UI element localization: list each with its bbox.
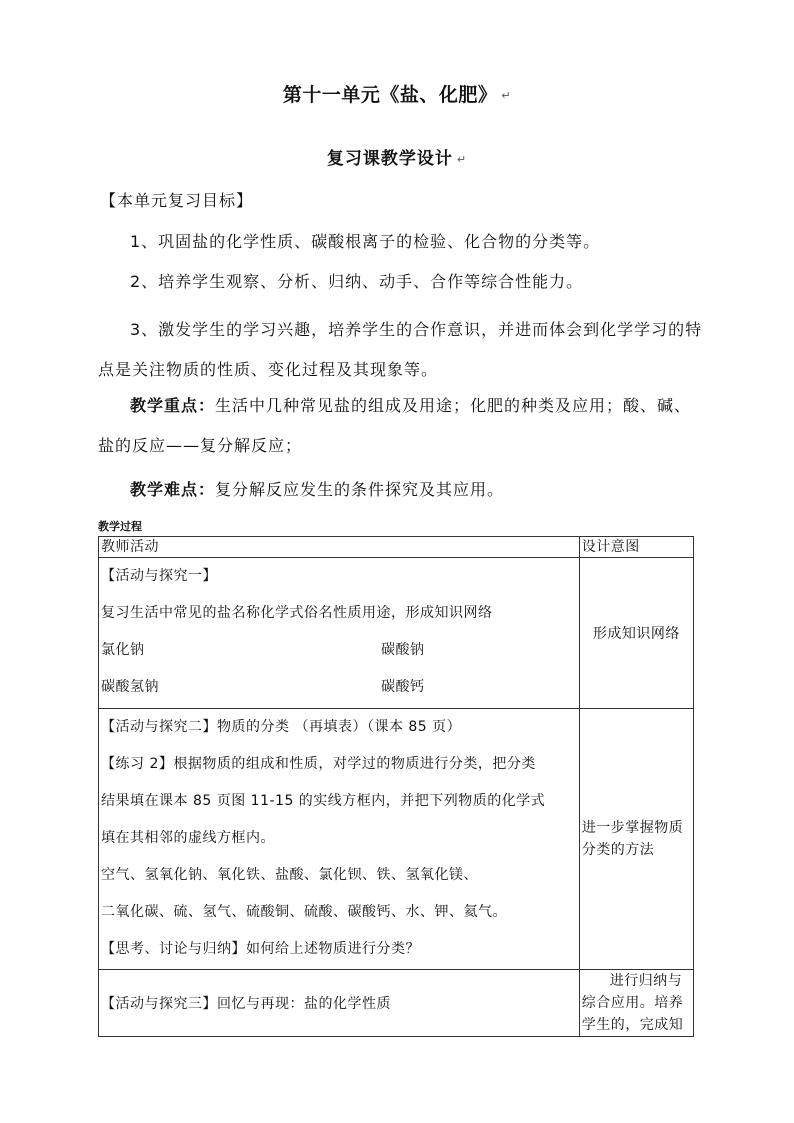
document-subtitle <box>0 144 794 169</box>
salt-name: 碳酸钠 <box>381 642 425 658</box>
table-header-row <box>99 537 694 558</box>
header-teacher-activity: 教师活动 <box>99 537 580 558</box>
key-points-label: 教学重点： <box>130 396 216 415</box>
activity-line: 【思考、讨论与归纳】如何给上述物质进行分类？ <box>101 941 420 957</box>
intent-cell: 进一步掌握物质分类的方法 <box>579 709 693 970</box>
objectives-heading: 【本单元复习目标】 <box>100 191 254 210</box>
activity-line: 【练习 2】根据物质的组成和性质，对学过的物质进行分类，把分类 <box>101 756 536 772</box>
paragraph-mark-icon: ↵ <box>456 152 468 166</box>
key-points-text: 生活中几种常见盐的组成及用途；化肥的种类及应用；酸、碱、盐的反应——复分解反应； <box>98 396 692 455</box>
table-row <box>99 970 694 1037</box>
difficult-points <box>98 470 708 510</box>
activity-line: 空气、氢氧化钠、氧化铁、盐酸、氯化钡、铁、氢氧化镁、 <box>101 867 478 883</box>
intent-cell: 进行归纳与综合应用。培养学生的，完成知 <box>579 970 693 1037</box>
paragraph-mark-icon: ↵ <box>501 89 512 102</box>
activity-cell <box>99 558 580 709</box>
objective-3: 3、激发学生的学习兴趣，培养学生的合作意识，并进而体会到化学学习的特点是关注物质的性质、变化过程及其现象等。 <box>98 320 703 379</box>
activity-line: 【活动与探究三】回忆与再现：盐的化学性质 <box>101 996 391 1012</box>
activity-cell <box>99 970 580 1037</box>
difficult-points-text: 复分解反应发生的条件探究及其应用。 <box>215 480 505 499</box>
document-title <box>0 80 794 107</box>
salt-name: 碳酸氢钠 <box>101 679 159 695</box>
salt-name: 碳酸钙 <box>381 679 425 695</box>
table-row <box>99 709 694 970</box>
activity-line: 二氧化碳、硫、氢气、硫酸铜、硫酸、碳酸钙、水、钾、氦气。 <box>101 904 507 920</box>
activity-title: 【活动与探究一】 <box>101 568 217 584</box>
activity-desc: 复习生活中常见的盐名称化学式俗名性质用途，形成知识网络 <box>101 605 493 621</box>
objective-1: 1、巩固盐的化学性质、碳酸根离子的检验、化合物的分类等。 <box>130 232 601 251</box>
subtitle-text: 复习课教学设计 <box>326 149 453 169</box>
salt-row <box>101 632 577 669</box>
activity-cell <box>99 709 580 970</box>
difficult-points-label: 教学难点： <box>130 480 216 499</box>
title-text: 第十一单元《盐、化肥》 <box>282 84 498 106</box>
objective-2: 2、培养学生观察、分析、归纳、动手、合作等综合性能力。 <box>130 272 584 291</box>
key-points <box>98 386 708 466</box>
activity-line: 填在其相邻的虚线方框内。 <box>101 830 275 846</box>
intent-cell: 形成知识网络 <box>579 558 693 709</box>
process-label: 教学过程 <box>98 520 142 533</box>
activity-line: 【活动与探究二】物质的分类 （再填表）（课本 85 页） <box>101 719 462 735</box>
salt-row <box>101 669 577 706</box>
salt-name: 氯化钠 <box>101 642 145 658</box>
header-design-intent: 设计意图 <box>579 537 693 558</box>
teaching-process-table <box>98 536 694 1037</box>
table-row <box>99 558 694 709</box>
activity-line: 结果填在课本 85 页图 11-15 的实线方框内，并把下列物质的化学式 <box>101 793 546 809</box>
